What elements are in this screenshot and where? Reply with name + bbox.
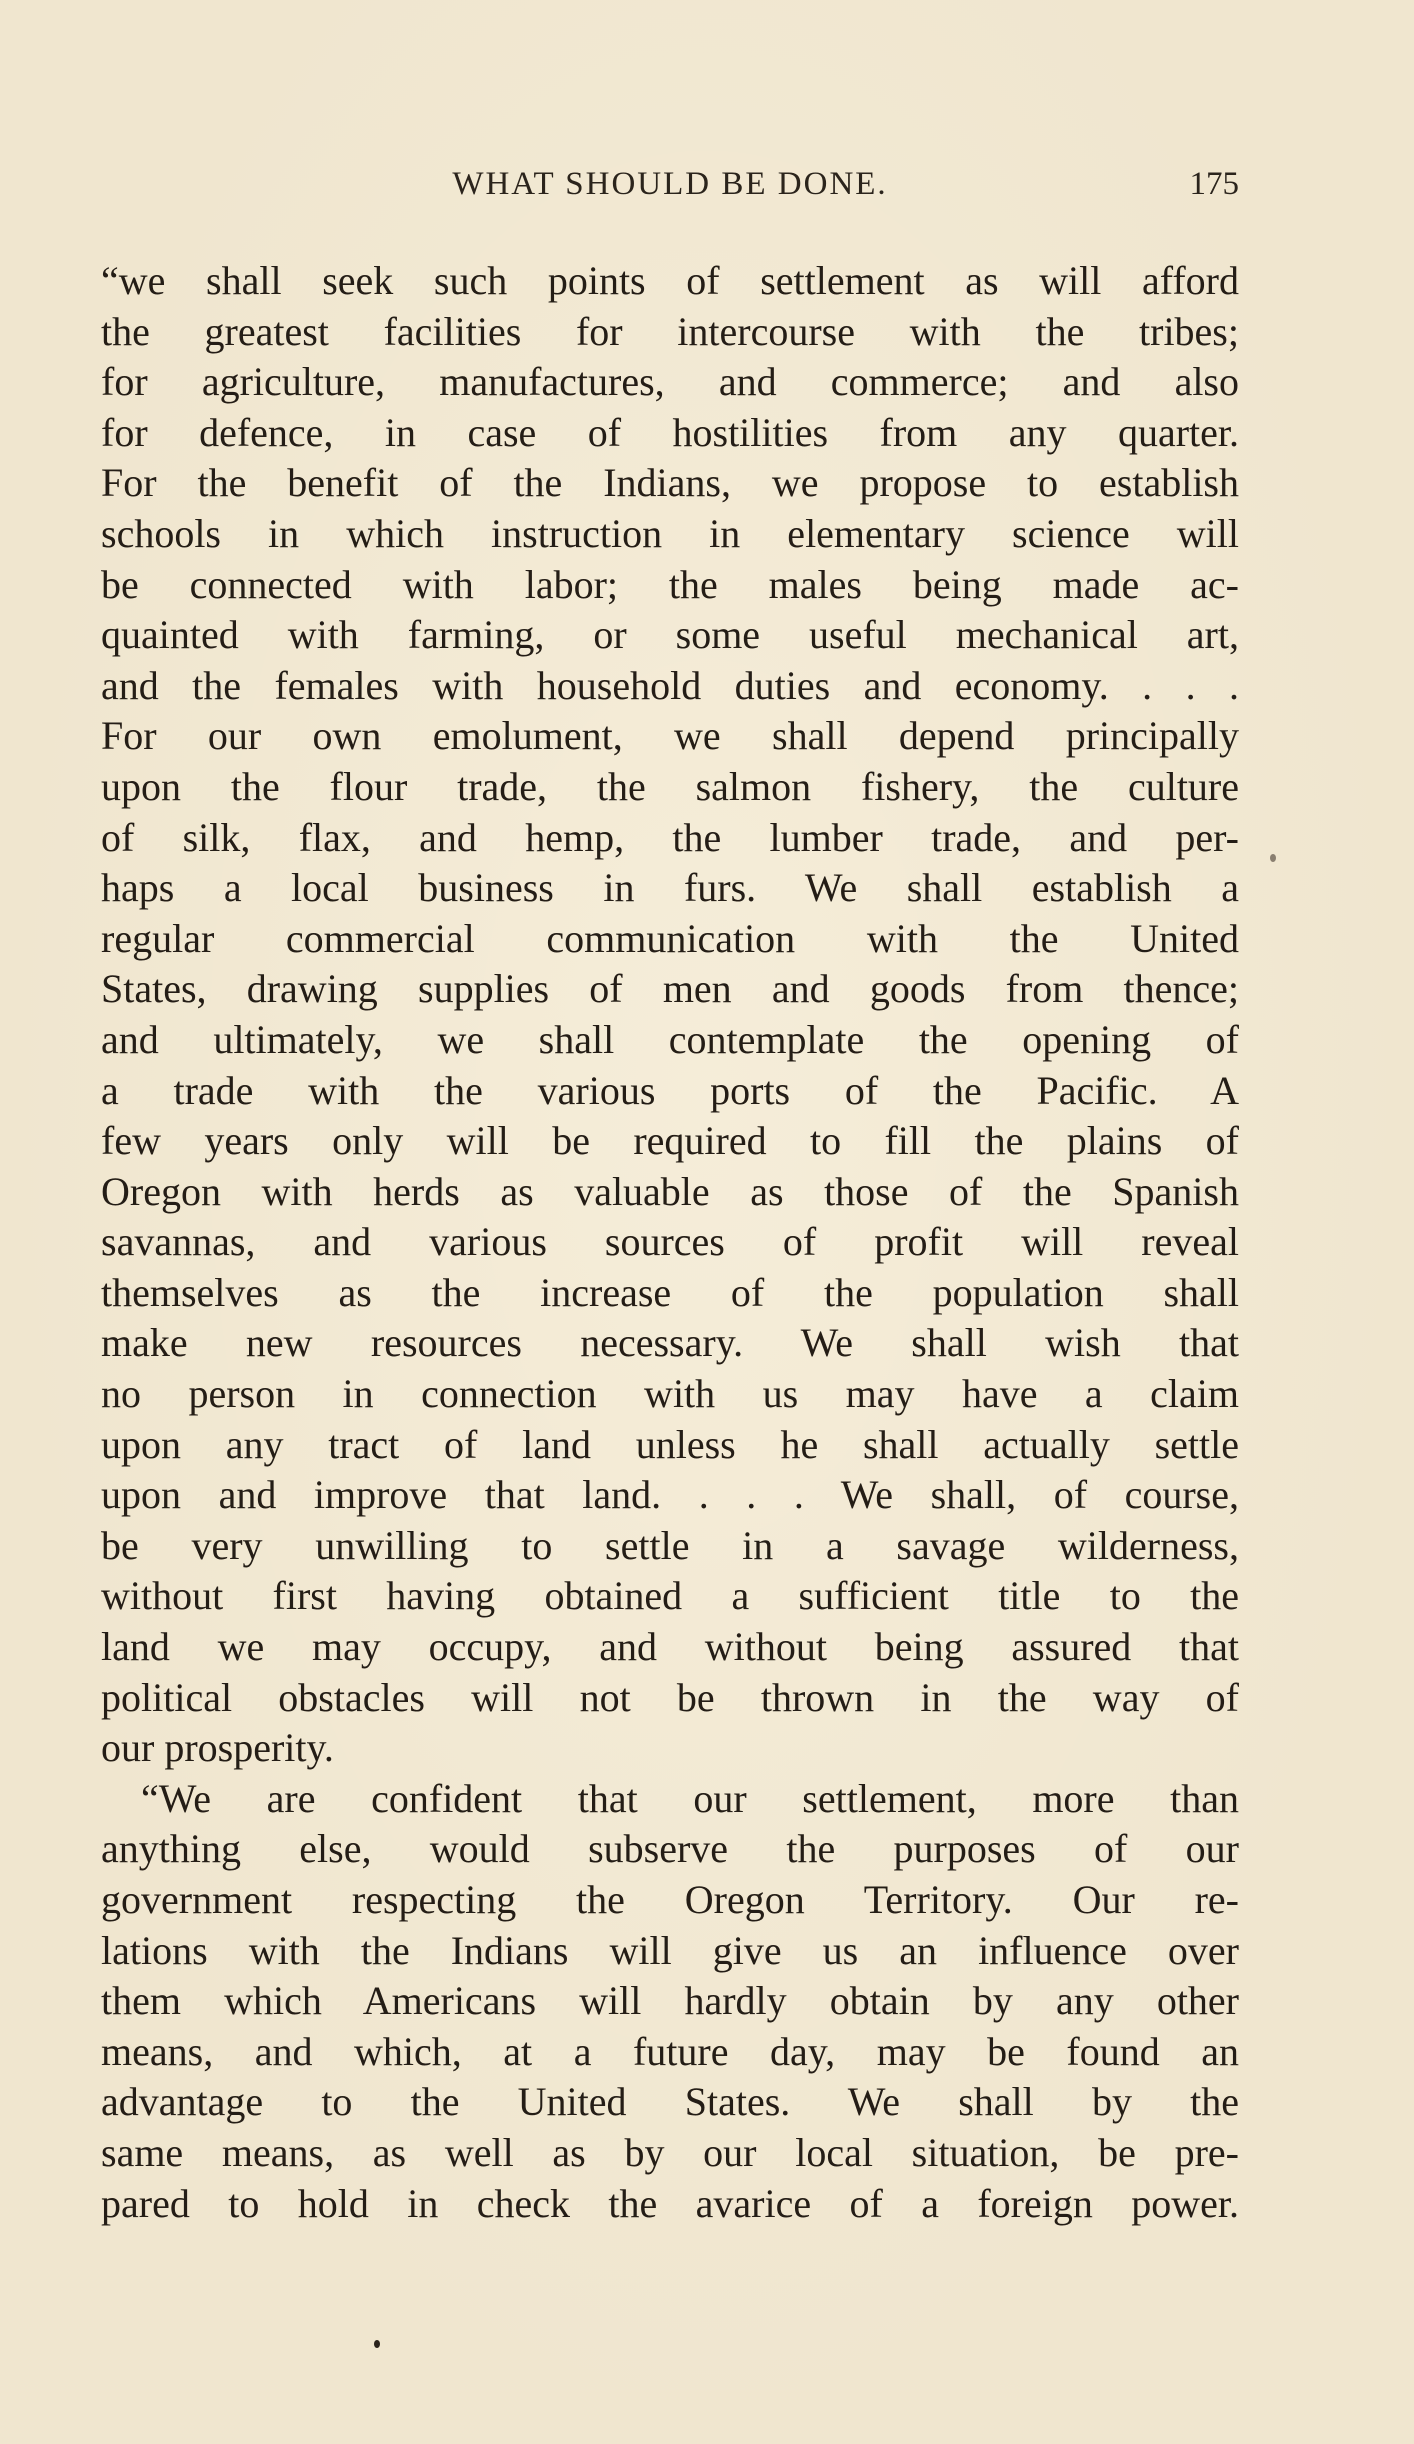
text-line: land we may occupy, and without being assured that [101,1624,1239,1670]
text-line: upon any tract of land unless he shall actually settle [101,1421,1239,1467]
running-title: WHAT SHOULD BE DONE. [452,166,888,202]
text-line: savannas, and various sources of profit will reveal [101,1219,1239,1265]
text-line: For the benefit of the Indians, we propose to establish [101,460,1239,506]
text-line: the greatest facilities for intercourse with the tribes; [101,308,1239,354]
text-line: without first having obtained a sufficient title to the [101,1573,1239,1619]
text-line: few years only will be required to fill the plains of [101,1118,1239,1164]
text-line: haps a local business in furs. We shall establish a [101,865,1239,911]
text-line: for defence, in case of hostilities from any quarter. [101,409,1239,455]
text-line: quainted with farming, or some useful mechanical art, [101,612,1239,658]
page-number: 175 [1189,166,1239,202]
paragraph-start-line: “We are confident that our settlement, more than [141,1775,1239,1821]
text-line: a trade with the various ports of the Pacific. A [101,1067,1239,1113]
text-line: Oregon with herds as valuable as those of the Spanish [101,1168,1239,1214]
text-line: States, drawing supplies of men and goods from thence; [101,966,1239,1012]
text-line: them which Americans will hardly obtain by any other [101,1978,1239,2024]
text-line: be connected with labor; the males being made ac- [101,561,1239,607]
text-line: themselves as the increase of the population shall [101,1269,1239,1315]
text-line: For our own emolument, we shall depend principally [101,713,1239,759]
text-line: anything else, would subserve the purposes of our [101,1826,1239,1872]
text-line: for agriculture, manufactures, and commerce; and also [101,359,1239,405]
text-line: government respecting the Oregon Territory. Our re- [101,1877,1239,1922]
text-line: and the females with household duties and economy. . . . [101,662,1239,708]
text-line: regular commercial communication with the United [101,915,1239,961]
text-line: same means, as well as by our local situation, be pre- [101,2129,1239,2175]
ink-speck [1270,854,1276,862]
text-line: pared to hold in check the avarice of a foreign power. [101,2180,1239,2226]
text-line: schools in which instruction in elementary science will [101,510,1239,556]
text-line: be very unwilling to settle in a savage wilderness, [101,1522,1239,1568]
text-line: of silk, flax, and hemp, the lumber trade, and per- [101,814,1239,860]
running-head [101,166,1239,210]
text-line: advantage to the United States. We shall by the [101,2079,1239,2125]
text-line: make new resources necessary. We shall wish that [101,1320,1239,1366]
text-line: and ultimately, we shall contemplate the opening of [101,1016,1239,1062]
text-line: means, and which, at a future day, may be found an [101,2028,1239,2074]
text-line: upon the flour trade, the salmon fishery, the culture [101,763,1239,809]
ink-speck [374,2340,380,2348]
paragraph-end-line: our prosperity. [101,1725,334,1771]
text-line: no person in connection with us may have a claim [101,1371,1239,1417]
text-line: lations with the Indians will give us an influence over [101,1927,1239,1973]
text-line: political obstacles will not be thrown in the way of [101,1674,1239,1720]
text-line: upon and improve that land. . . . We shall, of course, [101,1472,1239,1518]
text-line: “we shall seek such points of settlement as will afford [101,258,1239,303]
body-text [101,256,1239,2229]
